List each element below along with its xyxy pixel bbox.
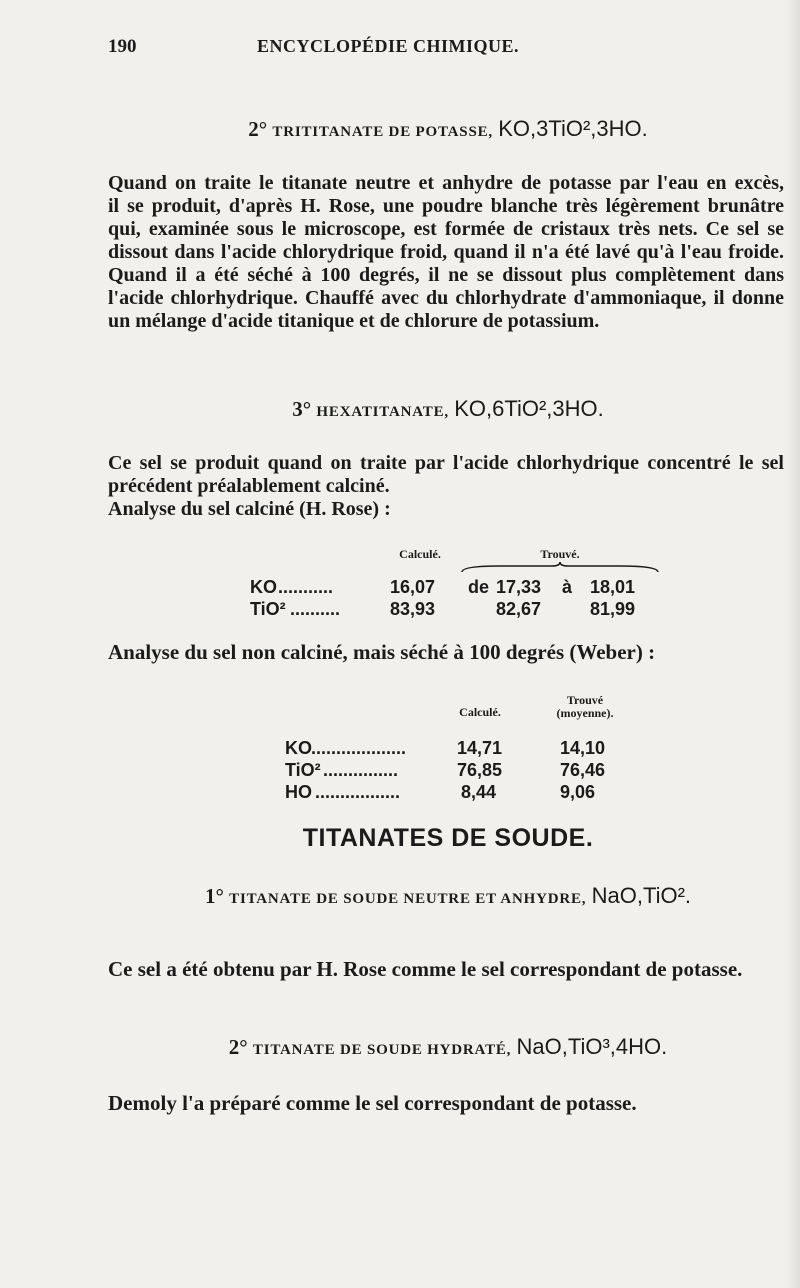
section-formula: KO,3TiO²,3HO. (498, 116, 648, 141)
calculated-value: 14,71 (457, 738, 503, 758)
section-number: 2° (248, 117, 268, 141)
column-header-trouve: Trouvé (566, 693, 604, 707)
section-heading-soude-neutre (108, 883, 788, 909)
paragraph-analysis-weber (108, 641, 784, 664)
section-heading-tritianate (108, 116, 788, 142)
text-line: Ce sel a été obtenu par H. Rose comme le sel correspondant de potasse. (108, 958, 743, 981)
leader-dots: ................. (315, 782, 401, 802)
section-name: TITANATE DE SOUDE NEUTRE ET ANHYDRE, (229, 891, 587, 907)
running-title: ENCYCLOPÉDIE CHIMIQUE. (256, 36, 520, 56)
section-number: 2° (228, 1035, 248, 1059)
found-value-min: 82,67 (496, 599, 542, 619)
section-name: TITANATE DE SOUDE HYDRATÉ, (252, 1042, 512, 1058)
text-line: Quand on traite le titanate neutre et anhydre de potasse par l'eau en excès, (108, 172, 784, 194)
analysis-table-weber (285, 692, 645, 822)
paragraph-hexatitanate (108, 452, 784, 521)
section-heading-soude-hydrate (108, 1034, 788, 1060)
text-line: un mélange d'acide titanique et de chlorure de potassium. (108, 310, 600, 332)
range-from-word: de (468, 577, 490, 597)
paragraph-soude-neutre (108, 958, 784, 981)
calculated-value: 83,93 (390, 599, 436, 619)
section-name: HEXATITANATE, (316, 404, 449, 420)
section-number: 1° (204, 884, 224, 908)
page-edge-shadow (786, 0, 800, 1288)
section-formula: NaO,TiO². (591, 883, 692, 908)
text-line: précédent préalablement calciné. (108, 475, 390, 497)
text-line: dissout dans l'acide chlorydrique froid, quand il n'a été lavé qu'à l'eau froide. (108, 241, 784, 263)
section-name: TRITITANATE DE POTASSE, (272, 124, 493, 140)
section-number: 3° (292, 397, 312, 421)
analysis-table-calcined (250, 548, 650, 648)
row-label: HO (285, 782, 312, 802)
section-formula: KO,6TiO²,3HO. (454, 396, 604, 421)
section-formula: NaO,TiO³,4HO. (516, 1034, 668, 1059)
found-value: 14,10 (560, 738, 606, 758)
found-value-min: 17,33 (496, 577, 542, 597)
paragraph-soude-hydrate (108, 1092, 784, 1115)
found-value: 76,46 (560, 760, 606, 780)
leader-dots: ................... (311, 738, 407, 758)
chapter-title: TITANATES DE SOUDE. (302, 824, 594, 852)
text-line: Analyse du sel non calciné, mais séché à 100 degrés (Weber) : (108, 641, 656, 664)
paragraph-tritianate (108, 172, 784, 333)
calculated-value: 16,07 (390, 577, 436, 597)
range-to-word: à (562, 577, 573, 597)
page-number: 190 (108, 36, 137, 57)
row-label: TiO² (285, 760, 321, 780)
leader-dots: ............... (323, 760, 399, 780)
text-line: Quand il a été séché à 100 degrés, il ne se dissout plus complètement dans (108, 264, 784, 286)
text-line: qui, examinée sous le microscope, est formée de cristaux très nets. Ce sel se (108, 218, 784, 240)
calculated-value: 76,85 (457, 760, 503, 780)
page-header (108, 36, 668, 62)
row-label: KO (250, 577, 277, 597)
row-label: TiO² (250, 599, 286, 619)
found-value-max: 81,99 (590, 599, 636, 619)
leader-dots: ........... (278, 577, 334, 597)
column-header-trouve: Trouvé. (540, 547, 580, 561)
text-line: Demoly l'a préparé comme le sel correspondant de potasse. (108, 1092, 637, 1115)
row-label: KO (285, 738, 312, 758)
column-header-calcule: Calculé. (459, 705, 501, 719)
column-header-calcule: Calculé. (399, 547, 441, 561)
text-line: l'acide chlorhydrique. Chauffé avec du chlorhydrate d'ammoniaque, il donne (108, 287, 784, 309)
found-value-max: 18,01 (590, 577, 636, 597)
column-header-moyenne: (moyenne). (556, 706, 614, 720)
found-value: 9,06 (560, 782, 596, 802)
text-line: il se produit, d'après H. Rose, une poudre blanche très légèrement brunâtre (108, 195, 784, 217)
text-line: Ce sel se produit quand on traite par l'acide chlorhydrique concentré le sel (108, 452, 784, 474)
leader-dots: .......... (290, 599, 341, 619)
trouve-brace-icon (460, 562, 660, 574)
calculated-value: 8,44 (461, 782, 497, 802)
text-line: Analyse du sel calciné (H. Rose) : (108, 498, 391, 520)
section-heading-hexatitanate (108, 396, 788, 422)
